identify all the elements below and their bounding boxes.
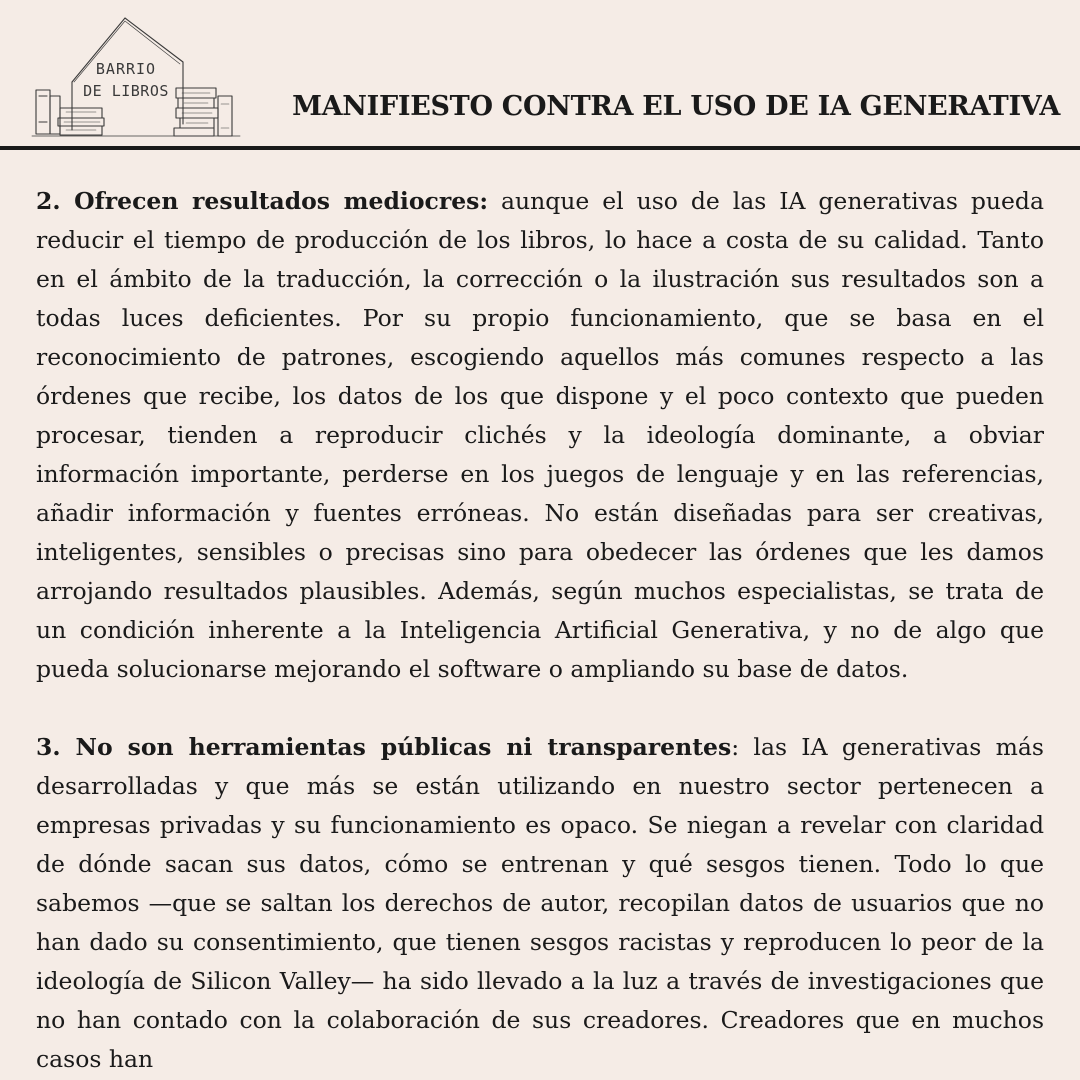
- header: [0, 0, 1080, 150]
- logo-text-line1: BARRIO: [95, 60, 157, 78]
- header-divider: [0, 146, 1080, 150]
- logo-text-line2: DE LIBROS: [83, 82, 169, 100]
- section-3-paragraph: [36, 728, 1044, 1079]
- section-2-heading: 2. Ofrecen resultados mediocres:: [36, 187, 489, 215]
- section-3-separator: :: [731, 733, 740, 761]
- manifesto-body: [36, 182, 1044, 1079]
- section-2-paragraph: [36, 182, 1044, 689]
- barrio-de-libros-logo: [30, 12, 242, 142]
- section-2-text: aunque el uso de las IA generativas pueda reducir el tiempo de producción de los libros, lo hace a costa de su calidad. Tanto en el ámbito de la traducción, la corrección o la ilustración sus resultados son a todas luces deficientes. Por su propio funcionamiento, que se basa en el reconocimiento de patrones, escogiendo aquellos más comunes respecto a las órdenes que recibe, los datos de los que dispone y el poco contexto que pueden procesar, tienden a reproducir clichés y la ideología dominante, a obviar información importante, perderse en los juegos de lenguaje y en las referencias, añadir información y fuentes erróneas. No están diseñadas para ser creativas, inteligentes, sensibles o precisas sino para obedecer las órdenes que les damos arrojando resultados plausibles. Además, según muchos especialistas, se trata de un condición inherente a la Inteligencia Artificial Generativa, y no de algo que pueda solucionarse mejorando el software o ampliando su base de datos.: [36, 187, 1044, 683]
- section-3-text: las IA generativas más desarrolladas y que más se están utilizando en nuestro sector pertenecen a empresas privadas y su funcionamiento es opaco. Se niegan a revelar con claridad de dónde sacan sus datos, cómo se entrenan y qué sesgos tienen. Todo lo que sabemos —que se saltan los derechos de autor, recopilan datos de usuarios que no han dado su consentimiento, que tienen sesgos racistas y reproducen lo peor de la ideología de Silicon Valley— ha sido llevado a la luz a través de investigaciones que no han contado con la colaboración de sus creadores. Creadores que en muchos casos han: [36, 733, 1044, 1073]
- page-title: MANIFIESTO CONTRA EL USO DE IA GENERATIVA: [292, 91, 1060, 122]
- section-3-heading: 3. No son herramientas públicas ni transparentes: [36, 733, 732, 761]
